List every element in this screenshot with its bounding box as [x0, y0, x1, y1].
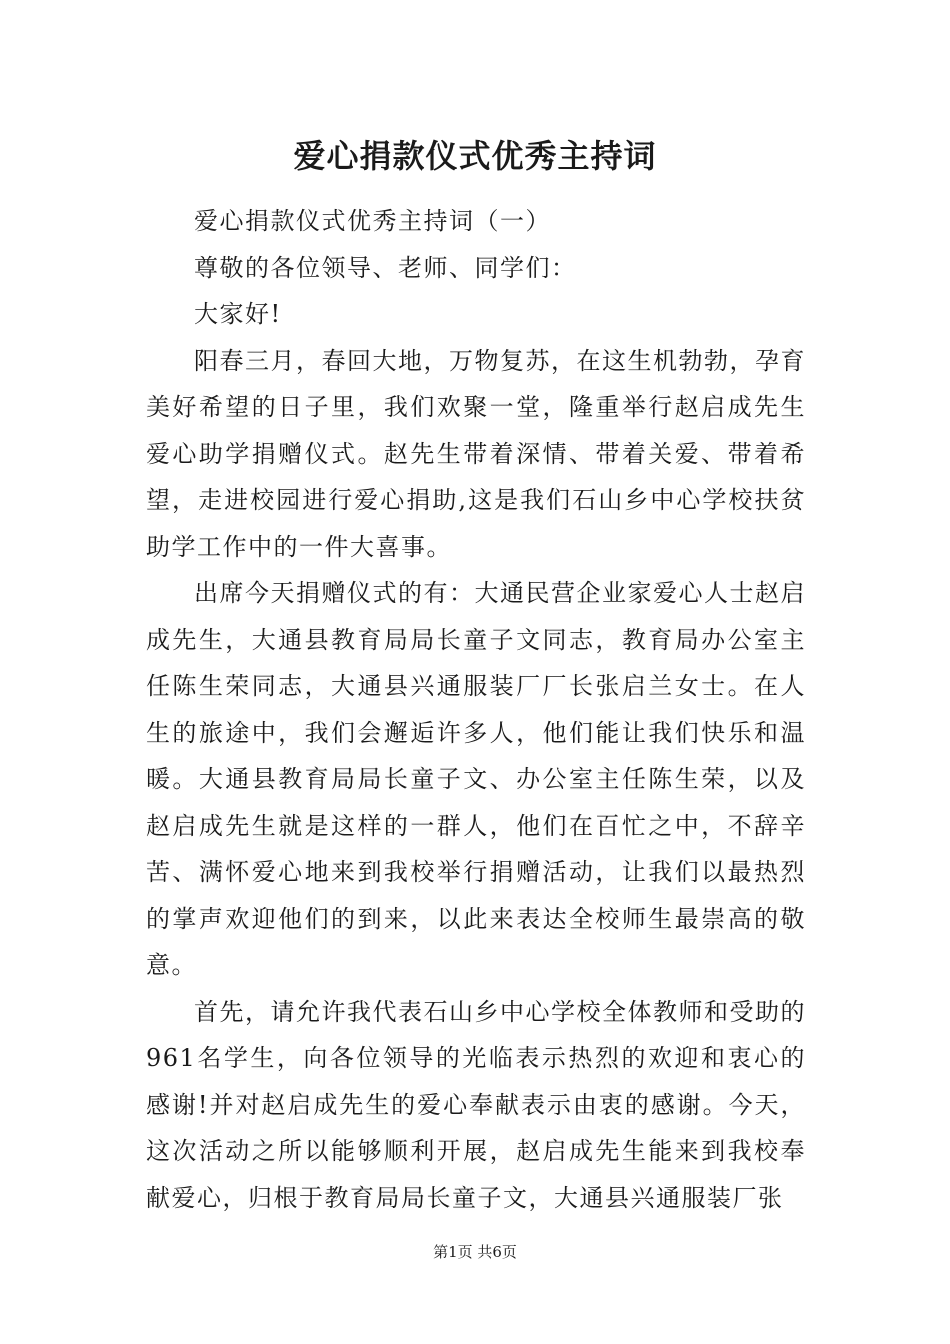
paragraph-salutation: 尊敬的各位领导、老师、同学们： [194, 253, 577, 282]
paragraph-attendees: 出席今天捐赠仪式的有：大通民营企业家爱心人士赵启成先生，大通县教育局局长童子文同志，教育局办公室主任陈生荣同志，大通县兴通服装厂厂长张启兰女士。在人生的旅途中，我们会邂逅许多人，他们能让我们快乐和温暖。大通县教育局局长童子文、办公室主任陈生荣，以及赵启成先生就是这样的一群人，他们在百忙之中，不辞辛苦、满怀爱心地来到我校举行捐赠活动，让我们以最热烈的掌声欢迎他们的到来，以此来表达全校师生最崇高的敬意。 [146, 579, 806, 979]
page-footer: 第1页 共6页 [433, 1243, 517, 1261]
paragraph-subtitle: 爱心捐款仪式优秀主持词（一） [194, 207, 551, 235]
paragraph-thanks: 首先，请允许我代表石山乡中心学校全体教师和受助的961名学生，向各位领导的光临表示热烈的欢迎和衷心的感谢!并对赵启成先生的爱心奉献表示由衷的感谢。今天，这次活动之所以能够顺利开展，赵启成先生能来到我校奉献爱心，归根于教育局局长童子文，大通县兴通服装厂张 [146, 997, 806, 1212]
document-title: 爱心捐款仪式优秀主持词 [293, 137, 657, 175]
paragraph-opening: 阳春三月，春回大地，万物复苏，在这生机勃勃，孕育美好希望的日子里，我们欢聚一堂，隆重举行赵启成先生爱心助学捐赠仪式。赵先生带着深情、带着关爱、带着希望，走进校园进行爱心捐助,这是我们石山乡中心学校扶贫助学工作中的一件大喜事。 [146, 346, 806, 561]
document-body [146, 198, 806, 1221]
paragraph-greeting: 大家好! [194, 300, 282, 328]
